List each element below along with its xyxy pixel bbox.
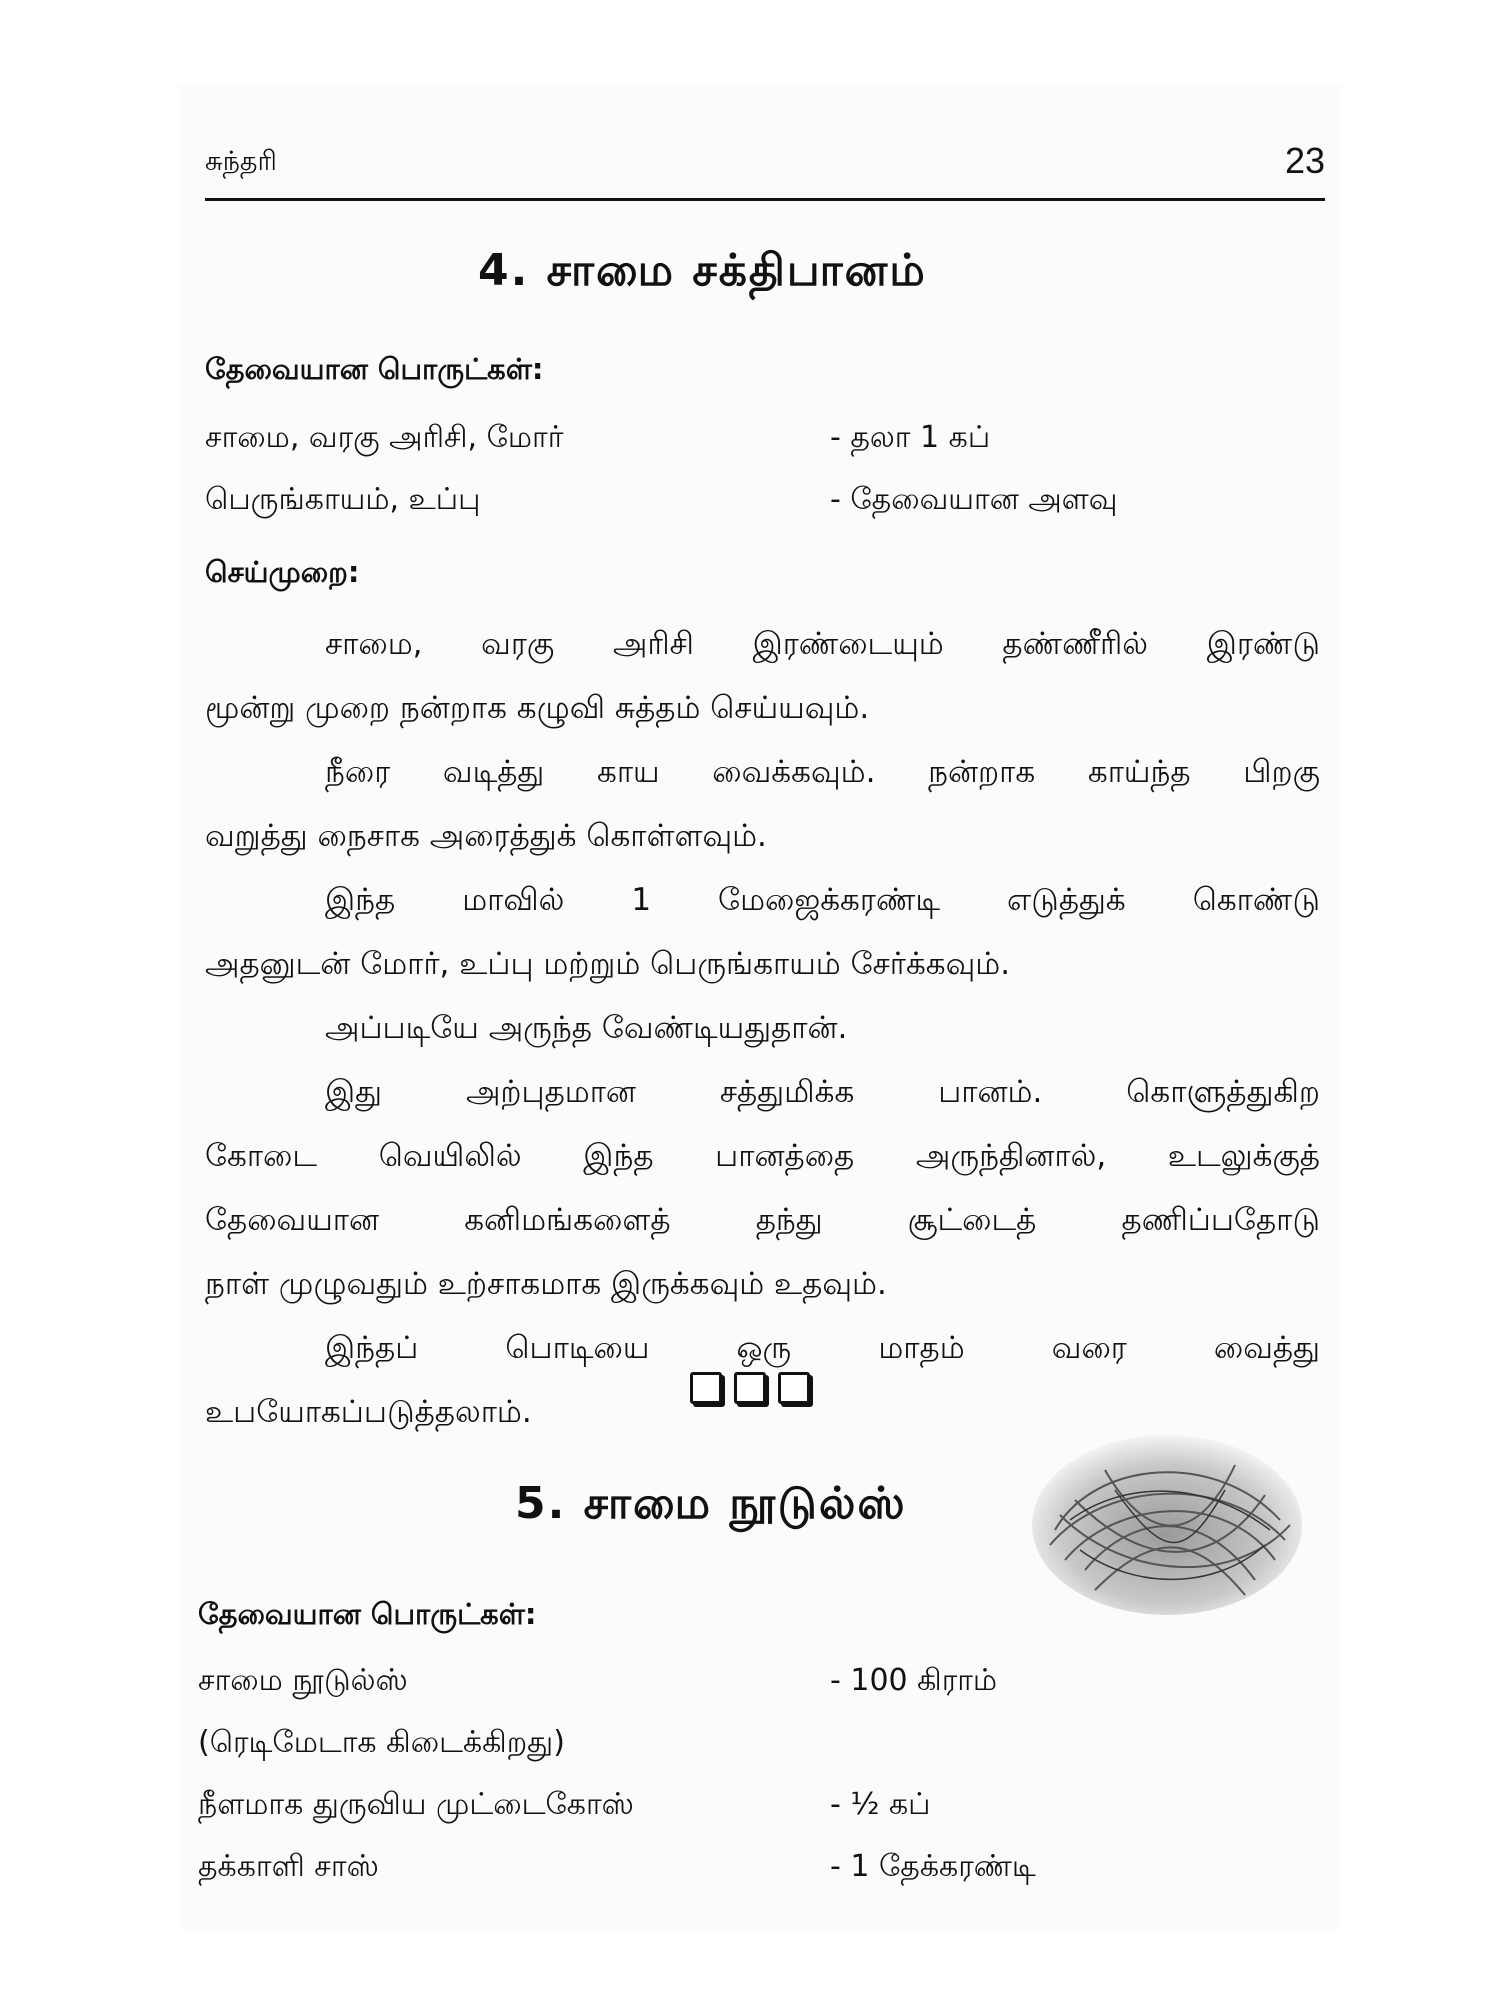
recipe-5-title: 5. சாமை நூடுல்ஸ் <box>515 1478 907 1529</box>
method-line: அப்படியே அருந்த வேண்டியதுதான். <box>325 1010 848 1046</box>
page-number: 23 <box>1284 140 1325 181</box>
ingredient-qty: - 1 தேக்கரண்டி <box>830 1849 1036 1884</box>
ingredient-name: பெருங்காயம், உப்பு <box>205 482 481 517</box>
method-line: சாமை, வரகு அரிசி இரண்டையும் தண்ணீரில் இரண்டு <box>325 626 1320 662</box>
separator-box-icon <box>734 1372 766 1404</box>
recipe-4-title: 4. சாமை சக்திபானம் <box>478 245 927 296</box>
ingredient-qty: - தேவையான அளவு <box>830 482 1118 517</box>
method-line: கோடை வெயிலில் இந்த பானத்தை அருந்தினால், உடலுக்குத் <box>205 1138 1320 1174</box>
recipe-5-ingredients-heading: தேவையான பொருட்கள்: <box>198 1597 537 1631</box>
ingredient-name: (ரெடிமேடாக கிடைக்கிறது) <box>198 1725 565 1760</box>
method-line: அதனுடன் மோர், உப்பு மற்றும் பெருங்காயம் சேர்க்கவும். <box>205 946 1011 982</box>
running-head: சுந்தரி <box>205 146 277 177</box>
separator-box-icon <box>778 1372 810 1404</box>
recipe-4-ingredients-heading: தேவையான பொருட்கள்: <box>205 352 544 386</box>
method-line: தேவையான கனிமங்களைத் தந்து சூட்டைத் தணிப்பதோடு <box>205 1202 1320 1238</box>
method-line: நீரை வடித்து காய வைக்கவும். நன்றாக காய்ந்த பிறகு <box>325 754 1320 790</box>
section-separator <box>690 1372 810 1404</box>
method-paragraph <box>205 612 1320 1444</box>
method-heading: செய்முறை: <box>205 555 360 589</box>
method-line: வறுத்து நைசாக அரைத்துக் கொள்ளவும். <box>205 818 767 854</box>
ingredient-name: சாமை நூடுல்ஸ் <box>198 1663 408 1698</box>
noodles-photo <box>1025 1420 1310 1620</box>
method-line: உபயோகப்படுத்தலாம். <box>205 1394 532 1430</box>
ingredient-name: தக்காளி சாஸ் <box>198 1849 379 1884</box>
ingredient-qty: - தலா 1 கப் <box>830 420 991 455</box>
ingredient-name: நீளமாக துருவிய முட்டைகோஸ் <box>198 1787 634 1822</box>
method-line: இந்த மாவில் 1 மேஜைக்கரண்டி எடுத்துக் கொண்டு <box>325 882 1320 918</box>
ingredient-name: சாமை, வரகு அரிசி, மோர் <box>205 420 564 455</box>
ingredient-qty: - 100 கிராம் <box>830 1663 998 1698</box>
method-line: நாள் முழுவதும் உற்சாகமாக இருக்கவும் உதவும். <box>205 1266 887 1302</box>
method-line: இது அற்புதமான சத்துமிக்க பானம். கொளுத்துகிற <box>325 1074 1320 1110</box>
method-line: இந்தப் பொடியை ஒரு மாதம் வரை வைத்து <box>325 1330 1320 1366</box>
page-header <box>205 140 1325 201</box>
method-line: மூன்று முறை நன்றாக கழுவி சுத்தம் செய்யவும். <box>205 690 870 726</box>
ingredient-qty: - ½ கப் <box>830 1787 931 1822</box>
separator-box-icon <box>690 1372 722 1404</box>
